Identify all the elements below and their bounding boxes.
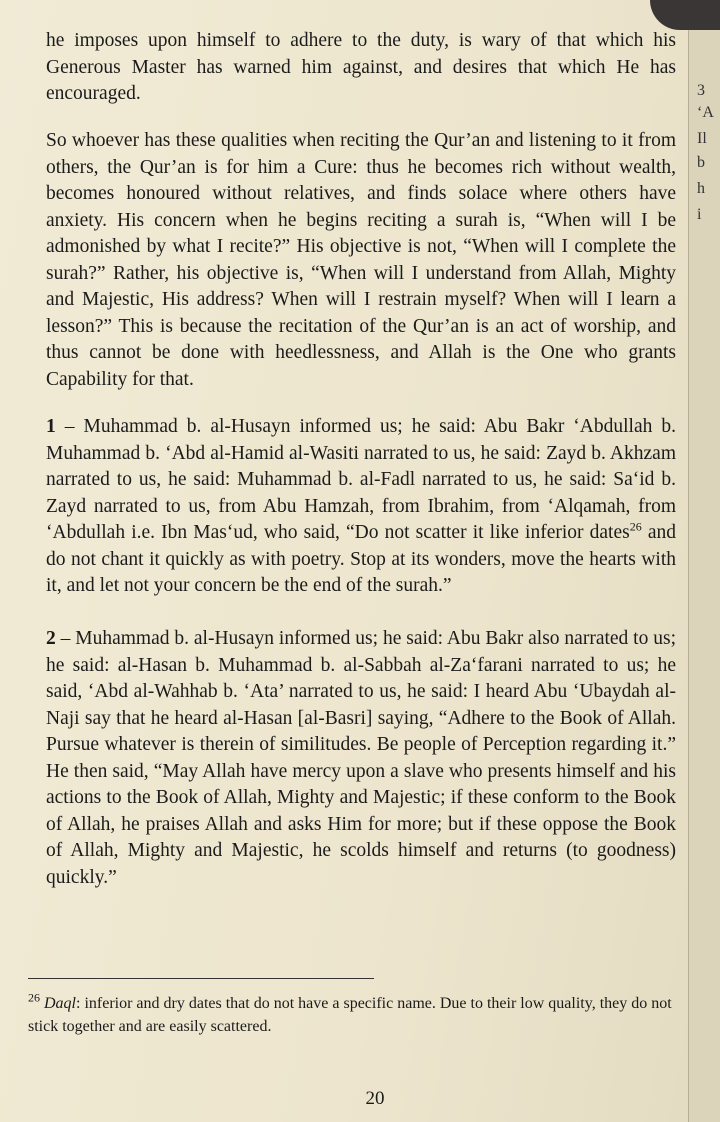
footnote: $^{26}$ Daql: inferior and dry dates that do not have a specific name. Due to their low quality, they do not stick together and are easily scattered. (28, 990, 672, 1035)
paragraph-intro: he imposes upon himself to adhere to the duty, is wary of that which his Generous Master has warned him against, and desires that which He has encouraged. (46, 30, 676, 104)
footnote-divider (28, 978, 374, 979)
page-number: 20 (365, 1088, 385, 1109)
footnote-number: 26 (28, 990, 40, 1005)
adjacent-page-glyph: Il (697, 130, 707, 147)
adjacent-page-glyph: b (697, 154, 705, 171)
narration-2: 2 – Muhammad b. al-Husayn informed us; he said: Abu Bakr also narrated to us; he said: al-Hasan b. Muhammad b. al-Sabbah al-Za‘farani narrated to us; he said, ‘Abd al-Wahhab b. ‘Ata’ narrated to us, he said: I heard Abu ‘Ubaydah al-Naji say that he heard al-Hasan [al-Basri] saying, “Adhere to the Book of Allah. Pursue whatever is therein of similitudes. Be people of Perception regarding it.” He then said, “May Allah have mercy upon a slave who presents himself and his actions to the Book of Allah, Mighty and Majestic; if these conform to the Book of Allah, he praises Allah and asks Him for more; but if these oppose the Book of Allah, Mighty and Majestic, he scolds himself and returns (to goodness) quickly.” (46, 628, 676, 888)
adjacent-page-glyph: i (697, 206, 702, 223)
adjacent-page-edge (688, 0, 720, 1122)
footnote-ref: 26 (629, 519, 642, 534)
narration-number: 2 (46, 628, 56, 649)
narration-number: 1 (46, 416, 56, 437)
adjacent-page-glyph: 3 (697, 82, 705, 99)
narration-1: 1 – Muhammad b. al-Husayn informed us; he said: Abu Bakr ‘Abdullah b. Muhammad b. ‘Abd al-Hamid al-Wasiti narrated to us, he said: Zayd b. Akhzam narrated to us, he said: Muhammad b. al-Fadl narrated to us, he said: Sa‘id b. Zayd narrated to us, from Abu Hamzah, from Ibrahim, from ‘Alqamah, from ‘Abdullah i.e. Ibn Mas‘ud, who said, “Do not scatter it like inferior dates$^{26}$ and do not chant it quickly as with poetry. Stop at its wonders, move the hearts with it, and let not your concern be the end of the surah.” (46, 416, 677, 596)
adjacent-page-glyph: ‘A (697, 104, 714, 121)
adjacent-page-glyph: h (697, 180, 705, 197)
footnote-term: Daql (44, 995, 76, 1012)
paragraph-qualities: So whoever has these qualities when reciting the Qur’an and listening to it from others, the Qur’an is for him a Cure: thus he becomes rich without wealth, becomes honoured without relatives, and finds solace where others have anxiety. His concern when he begins reciting a surah is, “When will I be admonished by what I recite?” His objective is not, “When will I complete the surah?” Rather, his objective is, “When will I understand from Allah, Mighty and Majestic, His address? When will I restrain myself? When will I learn a lesson?” This is because the recitation of the Qur’an is an act of worship, and thus cannot be done with heedlessness, and Allah is the One who grants Capability for that. (46, 130, 676, 390)
